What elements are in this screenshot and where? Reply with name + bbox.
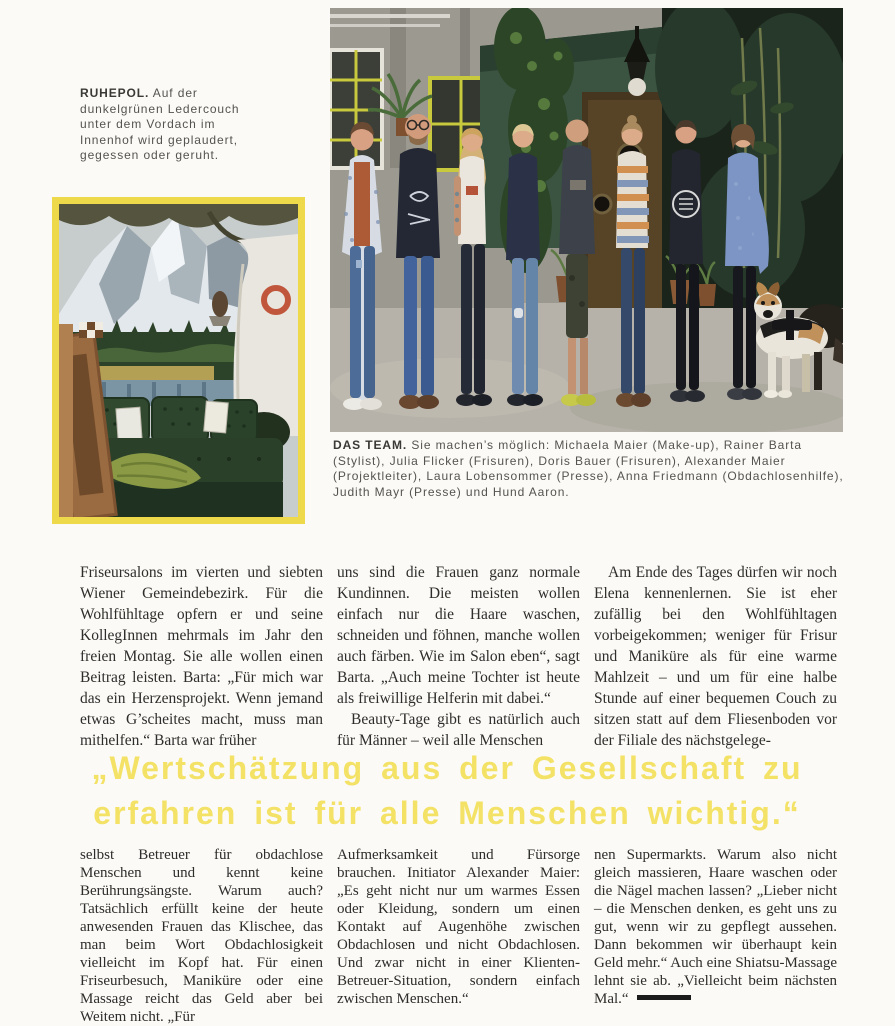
- ruhepol-caption: [80, 86, 262, 164]
- article-top-columns: [80, 562, 837, 751]
- article-top-col-3: [594, 562, 837, 751]
- article-bottom-columns: [80, 846, 837, 1026]
- paragraph: [594, 846, 837, 1008]
- team-caption-body: Sie machen’s möglich: Michaela Maier (Make-up), Rainer Barta (Stylist), Julia Flicker (Frisuren), Doris Bauer (Frisuren), Alexander Maier (Projektleiter), Laura Lobensommer (Presse), Anna Friedmann (Obdachlosenhilfe), Judith Mayr (Presse) und Hund Aaron.: [333, 438, 844, 499]
- team-caption-text: [333, 438, 847, 500]
- article-top-col-2: [337, 562, 580, 751]
- ruhepol-caption-label: RUHEPOL.: [80, 86, 150, 100]
- paragraph: selbst Betreuer für obdachlose Menschen und kennt keine Berührungsängste. Warum auch? Tatsächlich erfüllt keine der heute anwesenden Frauen das Klischee, das man beim Wort Obdachlosigkeit vielleicht im Kopf hat. Für einen Friseurbesuch, Maniküre oder eine Massage reicht das Geld aber bei Weitem nicht. „Für: [80, 847, 323, 1025]
- team-caption-label: DAS TEAM.: [333, 438, 408, 452]
- paragraph: uns sind die Frauen ganz normale Kundinnen. Die meisten wollen einfach nur die Haare waschen, schneiden und föhnen, manche wollen auch färben. Wie im Salon eben“, sagt Barta. „Auch meine Tochter ist heute als freiwillige Helferin mit dabei.“: [337, 564, 580, 707]
- article-bottom-col-1: [80, 846, 323, 1026]
- paragraph-text: nen Supermarkts. Warum also nicht gleich massieren, Haare waschen oder die Nägel machen lassen? „Lieber nicht – die Menschen denken, es geht uns zu gut, wenn wir zu gepflegt aussehen. Dann bekommen wir überhaupt kein Geld mehr.“ Auch eine Shiatsu-Massage lehnt sie ab. „Vielleicht beim nächsten Mal.“: [594, 847, 837, 1007]
- paragraph: Beauty-Tage gibt es natürlich auch für Männer – weil alle Menschen: [337, 711, 580, 749]
- article-end-mark: [637, 995, 691, 1000]
- article-bottom-col-3: [594, 846, 837, 1026]
- interior-photo: [52, 197, 305, 524]
- interior-photo-illustration: [59, 204, 298, 517]
- paragraph: Am Ende des Tages dürfen wir noch Elena kennenlernen. Sie ist eher zufällig bei den Wohlfühltagen vorbeigekommen; weniger für Frisur und Maniküre als für eine warme Mahlzeit – und um für eine halbe Stunde auf einer bequemen Couch zu sitzen statt auf dem Fliesenboden vor der Filiale des nächstgelege-: [594, 564, 837, 749]
- pull-quote: „Wertschätzung aus der Gesellschaft zu erfahren ist für alle Menschen wichtig.“: [91, 750, 803, 831]
- article-top-col-1: [80, 562, 323, 751]
- team-photo-illustration: [330, 8, 843, 432]
- article-bottom-col-2: [337, 846, 580, 1026]
- paragraph: Friseursalons im vierten und siebten Wiener Gemeindebezirk. Für die Wohlfühltage opfern er und seine KollegInnen mehrmals im Jahr den freien Montag. Sie alle wollen einen Beitrag leisten. Barta: „Für mich war das ein Herzensprojekt. Wenn jemand etwas G’scheites macht, muss man mithelfen.“ Barta war früher: [80, 564, 323, 749]
- team-photo-caption: [333, 438, 847, 500]
- ruhepol-caption-body: Auf der dunkelgrünen Ledercouch unter dem Vordach im Innenhof wird geplaudert, gegessen oder geruht.: [80, 86, 240, 162]
- team-photo: [330, 8, 843, 432]
- ruhepol-caption-text: [80, 86, 262, 164]
- paragraph: Aufmerksamkeit und Fürsorge brauchen. Initiator Alexander Maier: „Es geht nicht nur um warmes Essen oder Kleidung, sondern um einen Kontakt auf Augenhöhe zwischen Obdachlosen und nicht Obdachlosen. Und zwar nicht in einer Klienten-Betreuer-Situation, sondern einfach zwischen Menschen.“: [337, 847, 580, 1007]
